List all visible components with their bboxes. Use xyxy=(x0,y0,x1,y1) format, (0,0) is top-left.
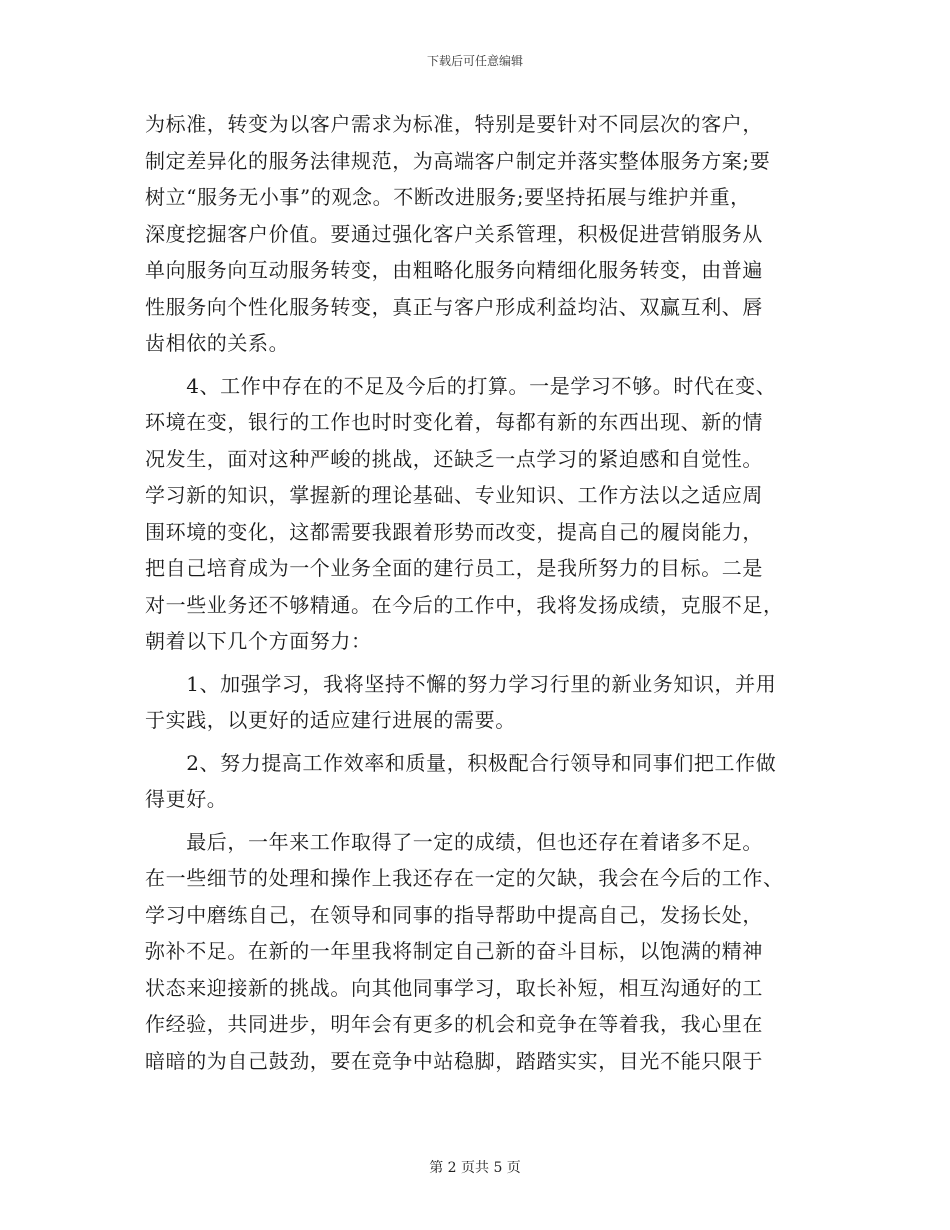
body-line: 单向服务向互动服务转变，由粗略化服务向精细化服务转变，由普遍 xyxy=(145,258,763,282)
page-header: 下载后可任意编辑 xyxy=(426,54,523,68)
body-line: 把自己培育成为一个业务全面的建行员工，是我所努力的目标。二是 xyxy=(145,556,763,580)
body-line: 性服务向个性化服务转变，真正与客户形成利益均沾、双赢互利、唇 xyxy=(145,294,763,319)
body-line: 1、加强学习，我将坚持不懈的努力学习行里的新业务知识，并用 xyxy=(145,671,777,696)
body-line: 齿相依的关系。 xyxy=(145,331,290,355)
body-line: 状态来迎接新的挑战。向其他同事学习，取长补短，相互沟通好的工 xyxy=(145,975,763,1000)
body-line: 朝着以下几个方面努力： xyxy=(145,629,372,653)
body-line: 暗暗的为自己鼓劲，要在竞争中站稳脚，踏踏实实，目光不能只限于 xyxy=(145,1048,763,1073)
document-body xyxy=(145,106,815,1079)
body-line: 况发生，面对这种严峻的挑战，还缺乏一点学习的紧迫感和自觉性。 xyxy=(145,446,763,471)
body-line: 得更好。 xyxy=(145,787,228,811)
body-line: 对一些业务还不够精通。在今后的工作中，我将发扬成绩，克服不足， xyxy=(145,592,784,617)
body-line: 2、努力提高工作效率和质量，积极配合行领导和同事们把工作做 xyxy=(145,750,777,775)
body-line: 4、工作中存在的不足及今后的打算。一是学习不够。时代在变、 xyxy=(145,373,777,398)
body-line: 深度挖掘客户价值。要通过强化客户关系管理，积极促进营销服务从 xyxy=(145,221,763,246)
body-line: 围环境的变化，这都需要我跟着形势而改变，提高自己的履岗能力， xyxy=(145,519,763,544)
body-line: 学习新的知识，掌握新的理论基础、专业知识、工作方法以之适应周 xyxy=(145,483,763,507)
body-line: 环境在变，银行的工作也时时变化着，每都有新的东西出现、新的情 xyxy=(145,410,763,434)
page-footer: 第 2 页共 5 页 xyxy=(429,1160,521,1176)
body-line: 最后，一年来工作取得了一定的成绩，但也还存在着诸多不足。 xyxy=(145,829,763,854)
body-line: 在一些细节的处理和操作上我还存在一定的欠缺，我会在今后的工作、 xyxy=(145,866,784,890)
body-line: 作经验，共同进步，明年会有更多的机会和竞争在等着我，我心里在 xyxy=(145,1012,763,1036)
body-line: 学习中磨练自己，在领导和同事的指导帮助中提高自己，发扬长处， xyxy=(145,902,763,927)
body-line: 于实践，以更好的适应建行进展的需要。 xyxy=(145,708,516,732)
body-line: 树立“服务无小事”的观念。不断改进服务;要坚持拓展与维护并重， xyxy=(145,185,751,209)
body-line: 为标准，转变为以客户需求为标准，特别是要针对不同层次的客户， xyxy=(145,112,763,136)
body-line: 制定差异化的服务法律规范，为高端客户制定并落实整体服务方案;要 xyxy=(145,148,771,173)
body-line: 弥补不足。在新的一年里我将制定自己新的奋斗目标，以饱满的精神 xyxy=(145,939,763,963)
